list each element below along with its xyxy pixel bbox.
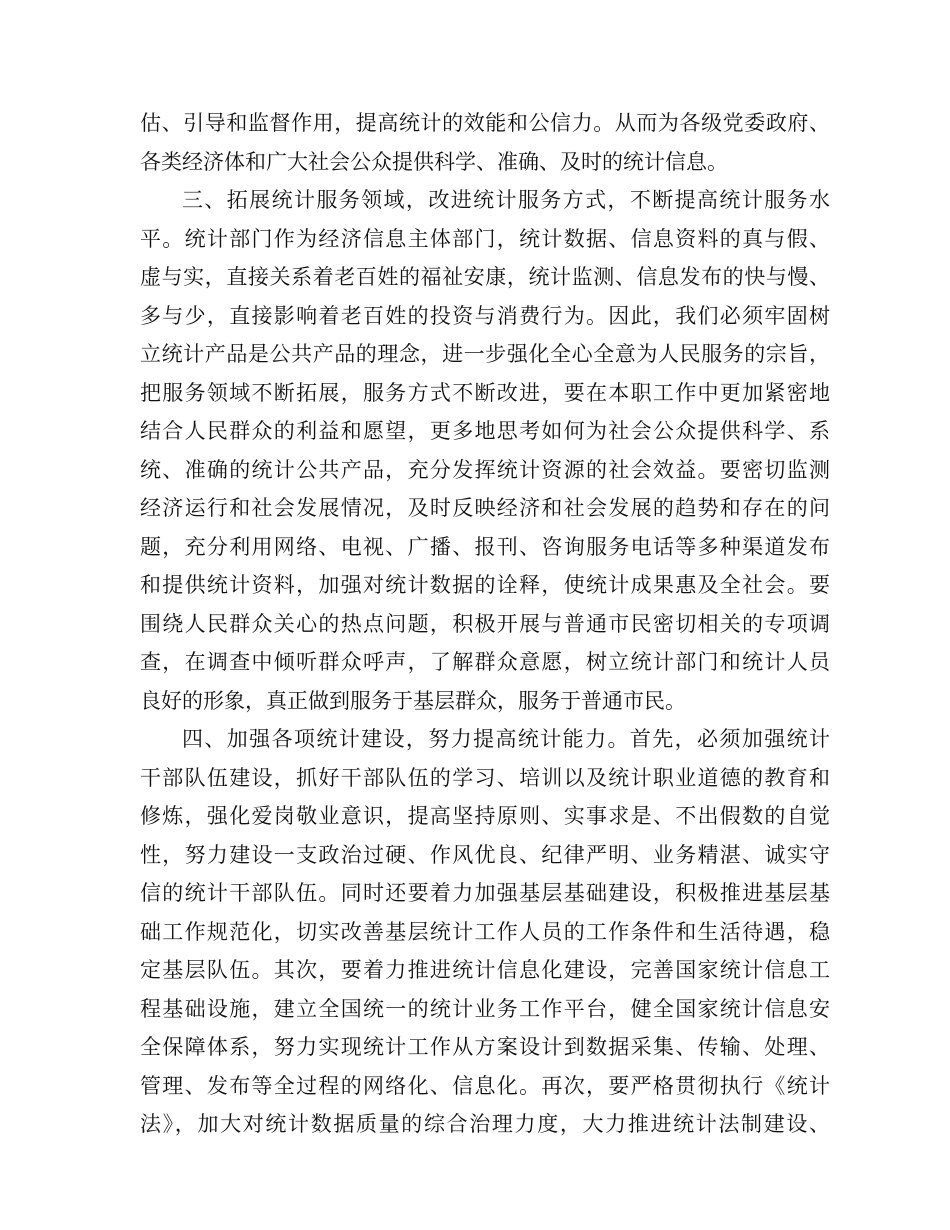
document-body-text <box>140 104 830 1144</box>
text-line: 立统计产品是公共产品的理念，进一步强化全心全意为人民服务的宗旨， <box>140 342 830 366</box>
text-line: 干部队伍建设，抓好干部队伍的学习、培训以及统计职业道德的教育和 <box>140 765 830 790</box>
text-line: 查，在调查中倾听群众呼声，了解群众意愿，树立统计部门和统计人员 <box>140 650 830 674</box>
text-line: 题，充分利用网络、电视、广播、报刊、咨询服务电话等多种渠道发布 <box>140 534 830 559</box>
text-line: 统、准确的统计公共产品，充分发挥统计资源的社会效益。要密切监测 <box>140 457 830 482</box>
text-line: 估、引导和监督作用，提高统计的效能和公信力。从而为各级党委政府、 <box>140 111 830 135</box>
text-line: 各类经济体和广大社会公众提供科学、准确、及时的统计信息。 <box>140 149 728 174</box>
text-line: 管理、发布等全过程的网络化、信息化。再次，要严格贯彻执行《统计 <box>140 1073 830 1098</box>
text-line: 程基础设施，建立全国统一的统计业务工作平台，健全国家统计信息安 <box>140 996 830 1021</box>
text-line: 多与少，直接影响着老百姓的投资与消费行为。因此，我们必须牢固树 <box>140 303 830 328</box>
text-line: 把服务领域不断拓展，服务方式不断改进，要在本职工作中更加紧密地 <box>140 380 830 405</box>
text-line: 和提供统计资料，加强对统计数据的诠释，使统计成果惠及全社会。要 <box>140 573 830 597</box>
text-line: 良好的形象，真正做到服务于基层群众，服务于普通市民。 <box>140 688 686 713</box>
section-three-heading-line: 三、拓展统计服务领域，改进统计服务方式，不断提高统计服务水 <box>182 188 830 212</box>
section-four-heading-line: 四、加强各项统计建设，努力提高统计能力。首先，必须加强统计 <box>182 727 830 751</box>
text-line: 虚与实，直接关系着老百姓的福祉安康，统计监测、信息发布的快与慢、 <box>140 265 830 289</box>
text-line: 信的统计干部队伍。同时还要着力加强基层基础建设，积极推进基层基 <box>140 881 830 905</box>
text-line: 经济运行和社会发展情况，及时反映经济和社会发展的趋势和存在的问 <box>140 496 830 520</box>
text-line: 修炼，强化爱岗敬业意识，提高坚持原则、实事求是、不出假数的自觉 <box>140 804 830 828</box>
text-line: 平。统计部门作为经济信息主体部门，统计数据、信息资料的真与假、 <box>140 226 830 251</box>
text-line: 围绕人民群众关心的热点问题，积极开展与普通市民密切相关的专项调 <box>140 611 830 636</box>
text-line: 性，努力建设一支政治过硬、作风优良、纪律严明、业务精湛、诚实守 <box>140 842 830 867</box>
text-line: 结合人民群众的利益和愿望，更多地思考如何为社会公众提供科学、系 <box>140 419 830 443</box>
text-line: 础工作规范化，切实改善基层统计工作人员的工作条件和生活待遇，稳 <box>140 919 830 944</box>
text-line: 全保障体系，努力实现统计工作从方案设计到数据采集、传输、处理、 <box>140 1035 830 1059</box>
text-line: 法》，加大对统计数据质量的综合治理力度，大力推进统计法制建设、 <box>140 1112 830 1136</box>
text-line: 定基层队伍。其次，要着力推进统计信息化建设，完善国家统计信息工 <box>140 958 830 982</box>
